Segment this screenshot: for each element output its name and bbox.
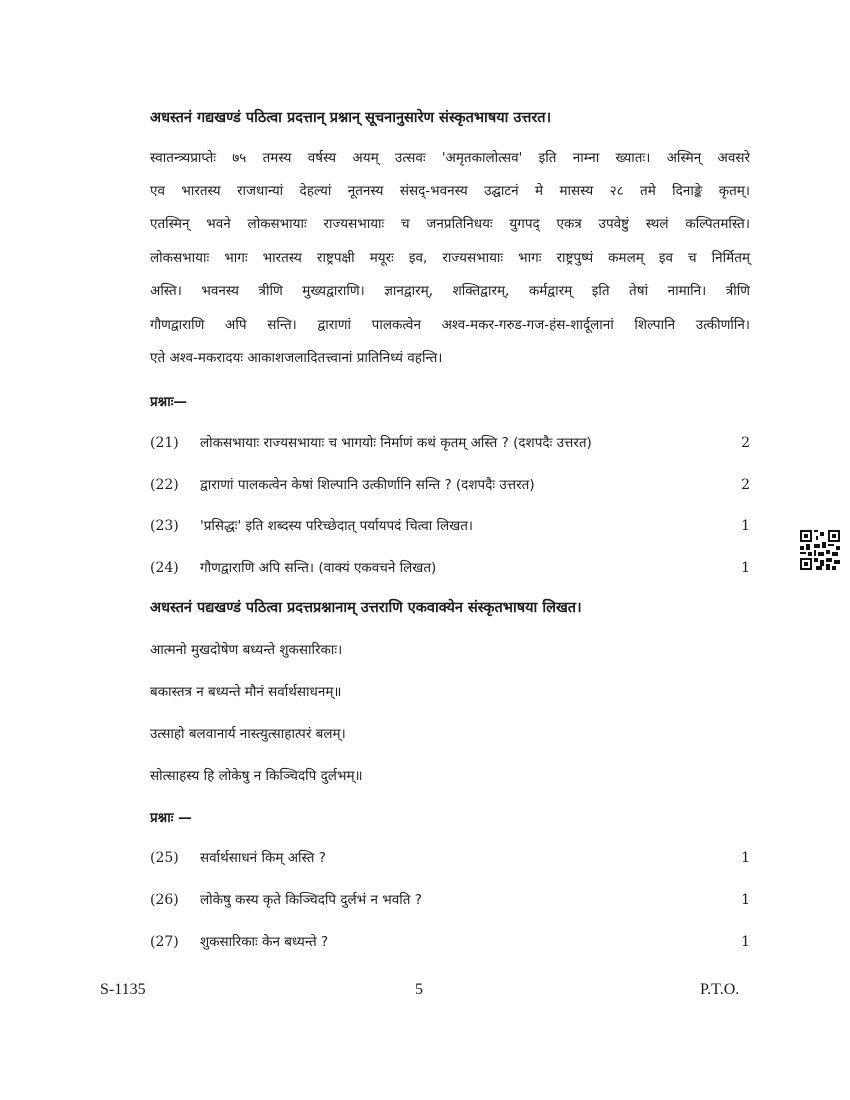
passage-line: एते अश्व-मकरादयः आकाशजलादितत्त्वानां प्रातिनिध्यं वहन्ति। [150, 350, 443, 366]
question-item [150, 931, 750, 953]
question-item [150, 474, 750, 496]
question-marks: 1 [741, 892, 750, 908]
question-number: (27) [150, 934, 179, 950]
question-number: (24) [150, 560, 179, 576]
question-item [150, 889, 750, 911]
passage-line: लोकसभायाः भागः भारतस्य राष्ट्रपक्षी मयूरः इव, राज्यसभायाः भागः राष्ट्रपुष्पं कमलम् इव च निर्मितम् [150, 250, 750, 266]
qr-code-icon [800, 530, 840, 570]
question-item [150, 432, 750, 454]
question-text: द्वाराणां पालकत्वेन केषां शिल्पानि उत्कीर्णानि सन्ति ? (दशपदैः उत्तरत) [200, 477, 535, 493]
passage-line: एव भारतस्य राजधान्यां देहल्यां नूतनस्य संसद्-भवनस्य उद्घाटनं मे मासस्य २८ तमे दिनाङ्के कृतम्। [150, 183, 750, 199]
question-number: (21) [150, 435, 179, 451]
pto-label: P.T.O. [700, 981, 740, 998]
question-text: सर्वार्थसाधनं किम् अस्ति ? [200, 850, 326, 866]
paper-code: S-1135 [100, 981, 146, 998]
question-number: (26) [150, 892, 179, 908]
verse-section-heading: अधस्तनं पद्यखण्डं पठित्वा प्रदत्तप्रश्नानाम् उत्तराणि एकवाक्येन संस्कृतभाषया लिखत। [150, 600, 582, 616]
question-text: शुकसारिकाः केन बध्यन्ते ? [200, 934, 329, 950]
verse-line: उत्साहो बलवानार्य नास्त्युत्साहात्परं बलम्। [150, 726, 346, 742]
passage-line: स्वातन्त्र्यप्राप्तेः ७५ तमस्य वर्षस्य अयम् उत्सवः 'अमृतकालोत्सव' इति नाम्ना ख्यातः। अस्मिन् अवसरे [150, 150, 750, 166]
verse-line: बकास्तत्र न बध्यन्ते मौनं सर्वार्थसाधनम्॥ [150, 684, 342, 700]
prose-section-heading: अधस्तनं गद्यखण्डं पठित्वा प्रदत्तान् प्रश्नान् सूचनानुसारेण संस्कृतभाषया उत्तरत। [150, 110, 552, 126]
question-number: (25) [150, 850, 179, 866]
verse-line: सोत्साहस्य हि लोकेषु न किञ्चिदपि दुर्लभम्॥ [150, 768, 363, 784]
question-item [150, 515, 750, 537]
question-number: (22) [150, 477, 179, 493]
question-marks: 1 [741, 934, 750, 950]
passage-line: एतस्मिन् भवने लोकसभायाः राज्यसभायाः च जनप्रतिनिधयः युगपद् एकत्र उपवेष्टुं स्थलं कल्पितमस्ति। [150, 216, 750, 232]
question-text: लोकसभायाः राज्यसभायाः च भागयोः निर्माणं कथं कृतम् अस्ति ? (दशपदैः उत्तरत) [200, 435, 592, 451]
question-marks: 1 [741, 518, 750, 534]
questions-label: प्रश्नाः— [150, 394, 187, 410]
question-text: गौणद्वाराणि अपि सन्ति। (वाक्यं एकवचने लिखत) [200, 560, 437, 576]
passage-line: गौणद्वाराणि अपि सन्ति। द्वाराणां पालकत्वेन अश्व-मकर-गरुड-गज-हंस-शार्दूलानां शिल्पानि उत्कीर्णानि। [150, 317, 750, 333]
questions-label: प्रश्नाः — [150, 810, 192, 826]
page-number: 5 [415, 981, 423, 998]
question-number: (23) [150, 518, 179, 534]
question-item [150, 847, 750, 869]
question-marks: 2 [741, 477, 750, 493]
question-item [150, 557, 750, 579]
passage-line: अस्ति। भवनस्य त्रीणि मुख्यद्वाराणि। ज्ञानद्वारम्, शक्तिद्वारम्, कर्मद्वारम् इति तेषां नामानि। त्रीणि [150, 283, 750, 299]
question-text: लोकेषु कस्य कृते किञ्चिदपि दुर्लभं न भवति ? [200, 892, 422, 908]
question-marks: 2 [741, 435, 750, 451]
question-text: 'प्रसिद्धः' इति शब्दस्य परिच्छेदात् पर्यायपदं चित्वा लिखत। [200, 518, 474, 534]
question-marks: 1 [741, 560, 750, 576]
question-marks: 1 [741, 850, 750, 866]
verse-line: आत्मनो मुखदोषेण बध्यन्ते शुकसारिकाः। [150, 642, 343, 658]
